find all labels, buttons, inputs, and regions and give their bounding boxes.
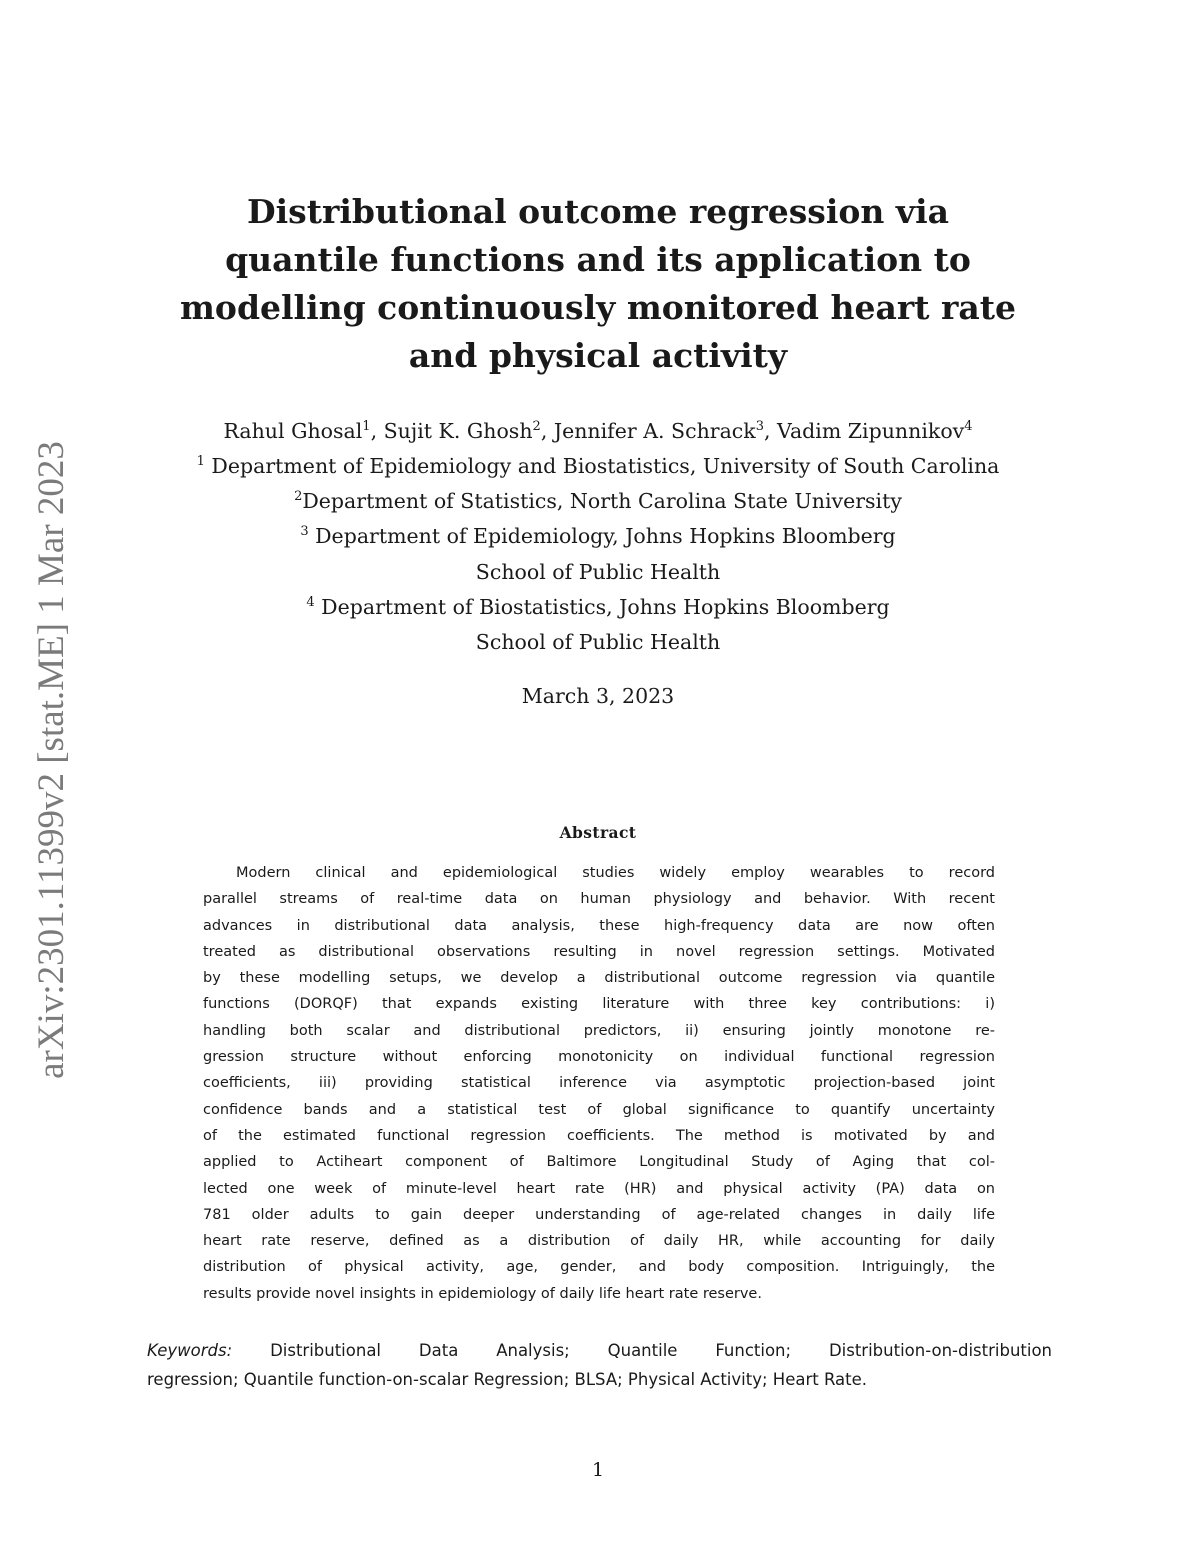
abstract-line: advances in distributional data analysis, these high-frequency data are now often [203,917,995,934]
abstract-line: functions (DORQF) that expands existing literature with three key contributions: i) [203,996,995,1013]
affiliation [100,484,1096,519]
author-name: Vadim Zipunnikov [777,419,965,443]
keywords-line [147,1337,1052,1366]
abstract-line: handling both scalar and distributional predictors, ii) ensuring jointly monotone re- [203,1022,995,1039]
affiliation-continuation: School of Public Health [475,630,721,655]
abstract-line: coefficients, iii) providing statistical inference via asymptotic projection-based joint [203,1075,995,1092]
author-name: Rahul Ghosal [223,419,363,443]
affiliation-marker: 3 [300,524,309,540]
abstract-line: heart rate reserve, defined as a distribution of daily HR, while accounting for daily [203,1233,995,1250]
keywords-text: Distributional Data Analysis; Quantile Function; Distribution-on-distribution [270,1341,1053,1360]
affiliation-list [100,449,1096,660]
affiliation [100,590,1096,625]
publication-date: March 3, 2023 [521,684,675,708]
affiliation-marker: 2 [294,489,303,505]
title-line: modelling continuously monitored heart rate [180,288,1016,327]
affiliation-marker: 1 [196,454,205,469]
paper-title [100,188,1096,380]
abstract-line: applied to Actiheart component of Baltimore Longitudinal Study of Aging that col- [203,1154,995,1171]
author-affiliation-marker: 3 [755,419,764,434]
abstract-line: of the estimated functional regression coefficients. The method is motivated by and [203,1127,995,1144]
affiliation-text: Department of Statistics, North Carolina State University [302,489,902,514]
affiliation [100,449,1096,484]
abstract-line: results provide novel insights in epidemiology of daily life heart rate reserve. [203,1285,762,1302]
abstract-line: Modern clinical and epidemiological studies widely employ wearables to record [236,865,995,881]
keywords-line: regression; Quantile function-on-scalar Regression; BLSA; Physical Activity; Heart Rate. [147,1369,868,1389]
abstract-line: distribution of physical activity, age, gender, and body composition. Intriguingly, the [203,1259,995,1276]
title-line: Distributional outcome regression via [246,192,950,231]
abstract-line: 781 older adults to gain deeper understanding of age-related changes in daily life [203,1206,995,1223]
affiliation-text: Department of Epidemiology, Johns Hopkins Bloomberg [315,524,896,549]
affiliation-marker: 4 [306,594,315,610]
keywords-label: Keywords: [147,1341,233,1360]
author-name: Jennifer A. Schrack [553,419,756,443]
abstract-line: by these modelling setups, we develop a distributional outcome regression via quantile [203,970,995,987]
author-list: Rahul Ghosal$^1$, Sujit K. Ghosh$^2$, Jennifer A. Schrack$^3$, Vadim Zipunnikov$^4$ [223,419,973,443]
abstract-heading: Abstract [559,823,637,842]
author-affiliation-marker: 4 [964,419,973,434]
title-line: quantile functions and its application to [225,240,971,279]
affiliation-text: Department of Epidemiology and Biostatistics, University of South Carolina [211,454,1000,478]
affiliation [100,519,1096,554]
abstract-line: lected one week of minute-level heart rate (HR) and physical activity (PA) data on [203,1180,995,1197]
author-affiliation-marker: 1 [362,419,371,434]
author-name: Sujit K. Ghosh [383,419,533,443]
page-number: 1 [591,1459,605,1481]
affiliation-continuation: School of Public Health [475,559,721,584]
abstract-body [203,860,995,1307]
abstract-line: parallel streams of real-time data on human physiology and behavior. With recent [203,891,995,908]
arxiv-identifier-stamp: arXiv:2301.11399v2 [stat.ME] 1 Mar 2023 [31,441,72,1079]
abstract-line: treated as distributional observations resulting in novel regression settings. Motivated [203,943,995,960]
title-line: and physical activity [408,336,788,375]
author-affiliation-marker: 2 [532,419,541,434]
keywords-section [147,1337,1052,1394]
abstract-line: gression structure without enforcing monotonicity on individual functional regression [203,1049,995,1066]
affiliation-text: Department of Biostatistics, Johns Hopkins Bloomberg [321,594,890,619]
abstract-line: confidence bands and a statistical test of global significance to quantify uncertainty [203,1101,995,1118]
